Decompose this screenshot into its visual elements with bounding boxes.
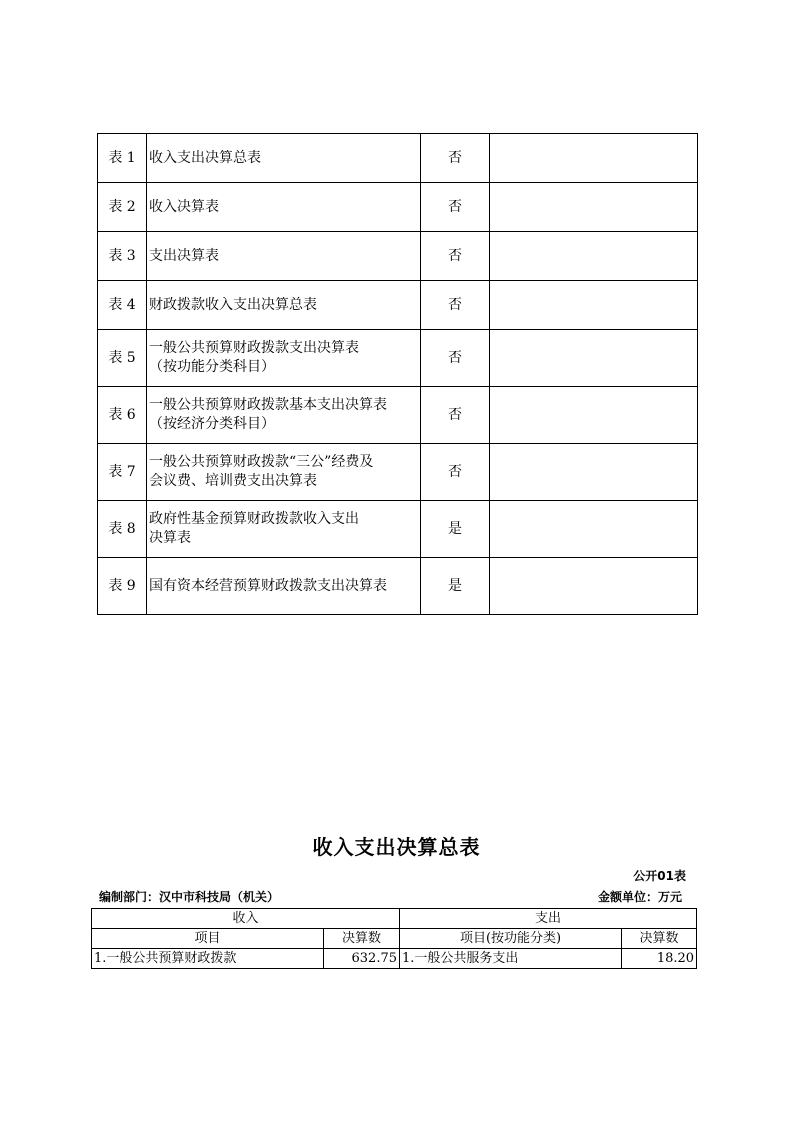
row-number: 表 2 — [98, 183, 147, 232]
disclosure-flag: 否 — [421, 134, 490, 183]
compiling-department: 编制部门：汉中市科技局（机关） — [99, 890, 280, 904]
report-name-line: 财政拨款收入支出决算总表 — [149, 296, 317, 313]
table-row — [98, 444, 698, 501]
remark-cell — [490, 232, 698, 281]
remark-cell — [490, 387, 698, 444]
meta-row — [99, 888, 682, 906]
column-header: 项目 — [92, 929, 324, 949]
report-name — [147, 134, 421, 183]
table-row — [98, 558, 698, 615]
disclosure-flag: 否 — [421, 330, 490, 387]
table-row — [92, 949, 697, 969]
amount-unit: 金额单位：万元 — [597, 890, 682, 904]
report-name — [147, 444, 421, 501]
disclosure-flag: 否 — [421, 281, 490, 330]
income-amount: 632.75 — [324, 949, 400, 969]
report-name-line: 一般公共预算财政拨款“三公”经费及 — [149, 454, 374, 470]
disclosure-flag: 否 — [421, 387, 490, 444]
remark-cell — [490, 134, 698, 183]
column-header: 决算数 — [622, 929, 697, 949]
table-row — [98, 183, 698, 232]
row-number: 表 9 — [98, 558, 147, 615]
income-expense-summary-table — [91, 908, 697, 969]
report-name — [147, 558, 421, 615]
disclosure-flag: 是 — [421, 558, 490, 615]
table-row — [98, 232, 698, 281]
table-code: 公开01表 — [633, 869, 686, 883]
remark-cell — [490, 281, 698, 330]
income-header: 收入 — [92, 909, 400, 929]
expense-header: 支出 — [400, 909, 697, 929]
report-name — [147, 232, 421, 281]
report-name-line: 支出决算表 — [149, 247, 219, 264]
column-header: 决算数 — [324, 929, 400, 949]
report-name — [147, 387, 421, 444]
row-number: 表 8 — [98, 501, 147, 558]
report-name-line: 国有资本经营预算财政拨款支出决算表 — [149, 577, 387, 594]
disclosure-flag: 是 — [421, 501, 490, 558]
expense-item: 1.一般公共服务支出 — [400, 949, 622, 969]
income-item: 1.一般公共预算财政拨款 — [92, 949, 324, 969]
remark-cell — [490, 444, 698, 501]
column-header: 项目(按功能分类) — [400, 929, 622, 949]
report-list-table — [97, 133, 698, 615]
report-name — [147, 183, 421, 232]
row-number: 表 1 — [98, 134, 147, 183]
report-name-line: 收入决算表 — [149, 198, 219, 215]
remark-cell — [490, 501, 698, 558]
remark-cell — [490, 330, 698, 387]
table-row — [98, 330, 698, 387]
report-name-line: 会议费、培训费支出决算表 — [149, 473, 317, 489]
table-row — [98, 281, 698, 330]
table-row — [98, 501, 698, 558]
table-header-row — [92, 909, 697, 929]
disclosure-flag: 否 — [421, 183, 490, 232]
report-name-line: （按经济分类科目） — [149, 416, 275, 432]
row-number: 表 3 — [98, 232, 147, 281]
remark-cell — [490, 558, 698, 615]
remark-cell — [490, 183, 698, 232]
table-row — [98, 134, 698, 183]
expense-amount: 18.20 — [622, 949, 697, 969]
disclosure-flag: 否 — [421, 444, 490, 501]
report-name-line: 决算表 — [149, 530, 191, 546]
disclosure-flag: 否 — [421, 232, 490, 281]
report-name-line: 一般公共预算财政拨款基本支出决算表 — [149, 397, 387, 413]
report-name-line: （按功能分类科目） — [149, 359, 275, 375]
report-name-line: 政府性基金预算财政拨款收入支出 — [149, 511, 359, 527]
report-name-line: 一般公共预算财政拨款支出决算表 — [149, 340, 359, 356]
page-title: 收入支出决算总表 — [312, 835, 481, 859]
report-name — [147, 281, 421, 330]
row-number: 表 7 — [98, 444, 147, 501]
table-row — [98, 387, 698, 444]
report-name — [147, 501, 421, 558]
row-number: 表 4 — [98, 281, 147, 330]
report-name-line: 收入支出决算总表 — [149, 149, 261, 166]
row-number: 表 5 — [98, 330, 147, 387]
report-name — [147, 330, 421, 387]
row-number: 表 6 — [98, 387, 147, 444]
table-header-row — [92, 929, 697, 949]
